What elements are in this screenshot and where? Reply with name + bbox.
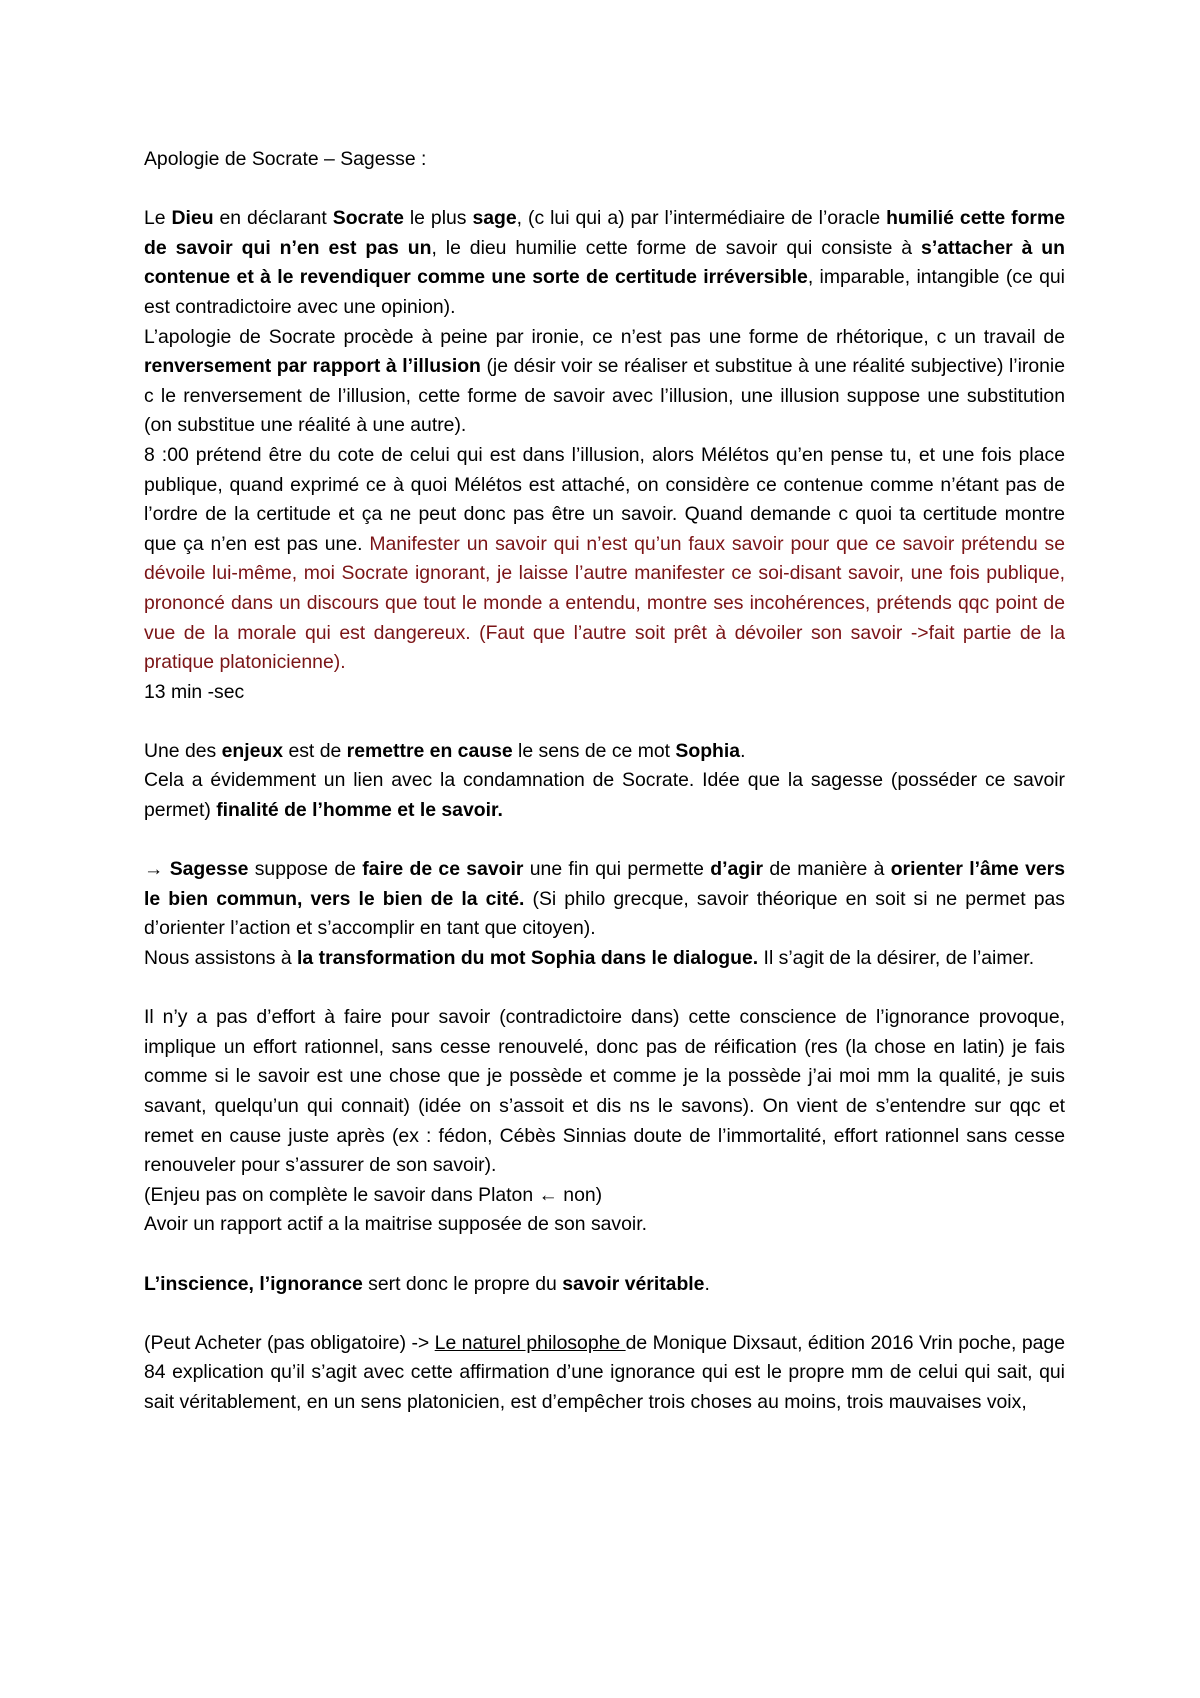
text-run: , (c lui qui a) par l’intermédiaire de l’oracle bbox=[516, 207, 887, 230]
paragraph-sagesse bbox=[144, 855, 1065, 944]
bold-text: enjeux bbox=[221, 739, 284, 762]
bold-text: L’inscience, l’ignorance bbox=[144, 1272, 363, 1295]
text-run: 8 :00 prétend être du cote de celui qui est dans l’illusion, alors Mélétos qu’en pense tu, et une fois place publique, quand exprimé ce à quoi Mélétos est attaché, on considère ce contenue comme n’étant pas de l’ordre de la certitude et ça ne peut donc pas être un savoir. Quand demande c quoi ta certitude montre que ça n’en est pas une. bbox=[144, 443, 1065, 555]
text-run: le sens de ce mot bbox=[512, 739, 676, 762]
paragraph-timestamp: 13 min -sec bbox=[144, 680, 245, 703]
bold-text: Sophia bbox=[675, 739, 741, 762]
bold-text: remettre en cause bbox=[346, 739, 513, 762]
text-run: Une des bbox=[144, 739, 222, 762]
text-run: (Peut Acheter (pas obligatoire) -> bbox=[144, 1331, 435, 1354]
bold-text: d’agir bbox=[710, 858, 764, 881]
text-run: de Monique Dixsaut, édition 2016 Vrin poche, page 84 explication qu’il s’agit avec cette affirmation d’une ignorance qui est le propre mm de celui qui sait, qui sait véritablement, en un sens platonicien, est d’empêcher trois choses au moins, trois mauvaises voix, bbox=[144, 1331, 1065, 1413]
bold-text: humilié cette forme de savoir qui n’en est pas un bbox=[144, 207, 1066, 259]
text-run: (Si philo grecque, savoir théorique en soit si ne permet pas d’orienter l’action et s’accomplir en tant que citoyen). bbox=[144, 887, 1065, 940]
paragraph-lecture bbox=[144, 1329, 1065, 1418]
bold-text: orienter l’âme vers le bien commun, vers le bien de la cité. bbox=[144, 858, 1066, 910]
bold-text: faire de ce savoir bbox=[362, 858, 524, 881]
bold-text: Sagesse bbox=[169, 858, 249, 881]
text-run: (je désir voir se réaliser et substitue à une réalité subjective) l’ironie c le renversement de l’illusion, cette forme de savoir avec l’illusion, une illusion suppose une substitution (on substitue une réalité à une autre). bbox=[144, 355, 1065, 437]
text-run: . bbox=[704, 1272, 710, 1295]
text-run: , imparable, intangible (ce qui est contradictoire avec une opinion). bbox=[144, 266, 1065, 318]
bold-text: la transformation du mot Sophia dans le dialogue. bbox=[297, 947, 759, 970]
text-run: sert donc le propre du bbox=[362, 1272, 563, 1295]
text-run: , le dieu humilie cette forme de savoir qui consiste à bbox=[431, 236, 922, 259]
blank-line bbox=[144, 974, 1065, 1004]
bold-text: → bbox=[144, 858, 170, 881]
text-run: une fin qui permette bbox=[523, 858, 711, 881]
text-run: L’apologie de Socrate procède à peine par ironie, ce n’est pas une forme de rhétorique, c un travail de bbox=[144, 325, 1065, 348]
text-run: le plus bbox=[403, 207, 473, 230]
text-run: . bbox=[740, 739, 746, 762]
blank-line bbox=[144, 1240, 1065, 1270]
bold-text: Dieu bbox=[171, 207, 214, 230]
paragraph-rapport-actif: Avoir un rapport actif a la maitrise supposée de son savoir. bbox=[144, 1213, 647, 1236]
blank-line bbox=[144, 707, 1065, 737]
bold-text: Socrate bbox=[332, 207, 404, 230]
paragraph-effort: Il n’y a pas d’effort à faire pour savoir (contradictoire dans) cette conscience de l’ignorance provoque, implique un effort rationnel, sans cesse renouvelé, donc pas de réification (res (la chose en latin) je fais comme si le savoir est une chose que je possède et comme je la possède j’ai moi mm la qualité, je suis savant, quelqu’un qui connait) (idée on s’assoit et dis ns le savons). On vient de s’entendre sur qqc et remet en cause juste après (ex : fédon, Cébès Sinnias doute de l’immortalité, effort rationnel sans cesse renouveler pour s’assurer de son savoir). bbox=[144, 1006, 1065, 1177]
document-title: Apologie de Socrate – Sagesse : bbox=[144, 148, 427, 170]
blank-line bbox=[144, 826, 1065, 856]
blank-line bbox=[144, 1299, 1065, 1329]
text-run: Cela a évidemment un lien avec la condamnation de Socrate. Idée que la sagesse (posséder ce savoir permet) bbox=[144, 769, 1065, 822]
text-run: Il s’agit de la désirer, de l’aimer. bbox=[758, 947, 1035, 970]
blank-line bbox=[144, 175, 1065, 205]
paragraph-enjeux bbox=[144, 737, 1065, 767]
paragraph-irony bbox=[144, 323, 1065, 441]
paragraph-oracle bbox=[144, 204, 1065, 322]
bold-text: finalité de l’homme et le savoir. bbox=[216, 799, 503, 822]
text-run: est de bbox=[283, 739, 347, 762]
highlighted-text: Manifester un savoir qui n’est qu’un faux savoir pour que ce savoir prétendu se dévoile lui-même, moi Socrate ignorant, je laisse l’autre manifester ce soi-disant savoir, une fois publique, prononcé dans un discours que tout le monde a entendu, montre ses incohérences, prétends qqc point de vue de la morale qui est dangereux. (Faut que l’autre soit prêt à dévoiler son savoir ->fait partie de la pratique platonicienne). bbox=[144, 532, 1065, 674]
paragraph-enjeu-platon: (Enjeu pas on complète le savoir dans Platon ← non) bbox=[144, 1183, 603, 1206]
text-run: de manière à bbox=[763, 858, 891, 881]
paragraph-transformation bbox=[144, 944, 1065, 974]
paragraph-condamnation bbox=[144, 766, 1065, 825]
book-title: Le naturel philosophe bbox=[434, 1331, 626, 1354]
text-run: suppose de bbox=[248, 858, 363, 881]
bold-text: s’attacher à un contenue et à le revendiquer comme une sorte de certitude irréversible bbox=[144, 236, 1065, 289]
bold-text: savoir véritable bbox=[562, 1272, 705, 1295]
bold-text: sage bbox=[472, 207, 517, 230]
text-run: en déclarant bbox=[213, 207, 333, 230]
text-run: Le bbox=[144, 207, 172, 230]
paragraph-inscience bbox=[144, 1270, 1065, 1300]
paragraph-meletos bbox=[144, 441, 1065, 678]
text-run: Nous assistons à bbox=[144, 947, 298, 970]
bold-text: renversement par rapport à l’illusion bbox=[144, 355, 481, 378]
document-body bbox=[144, 145, 1065, 1418]
